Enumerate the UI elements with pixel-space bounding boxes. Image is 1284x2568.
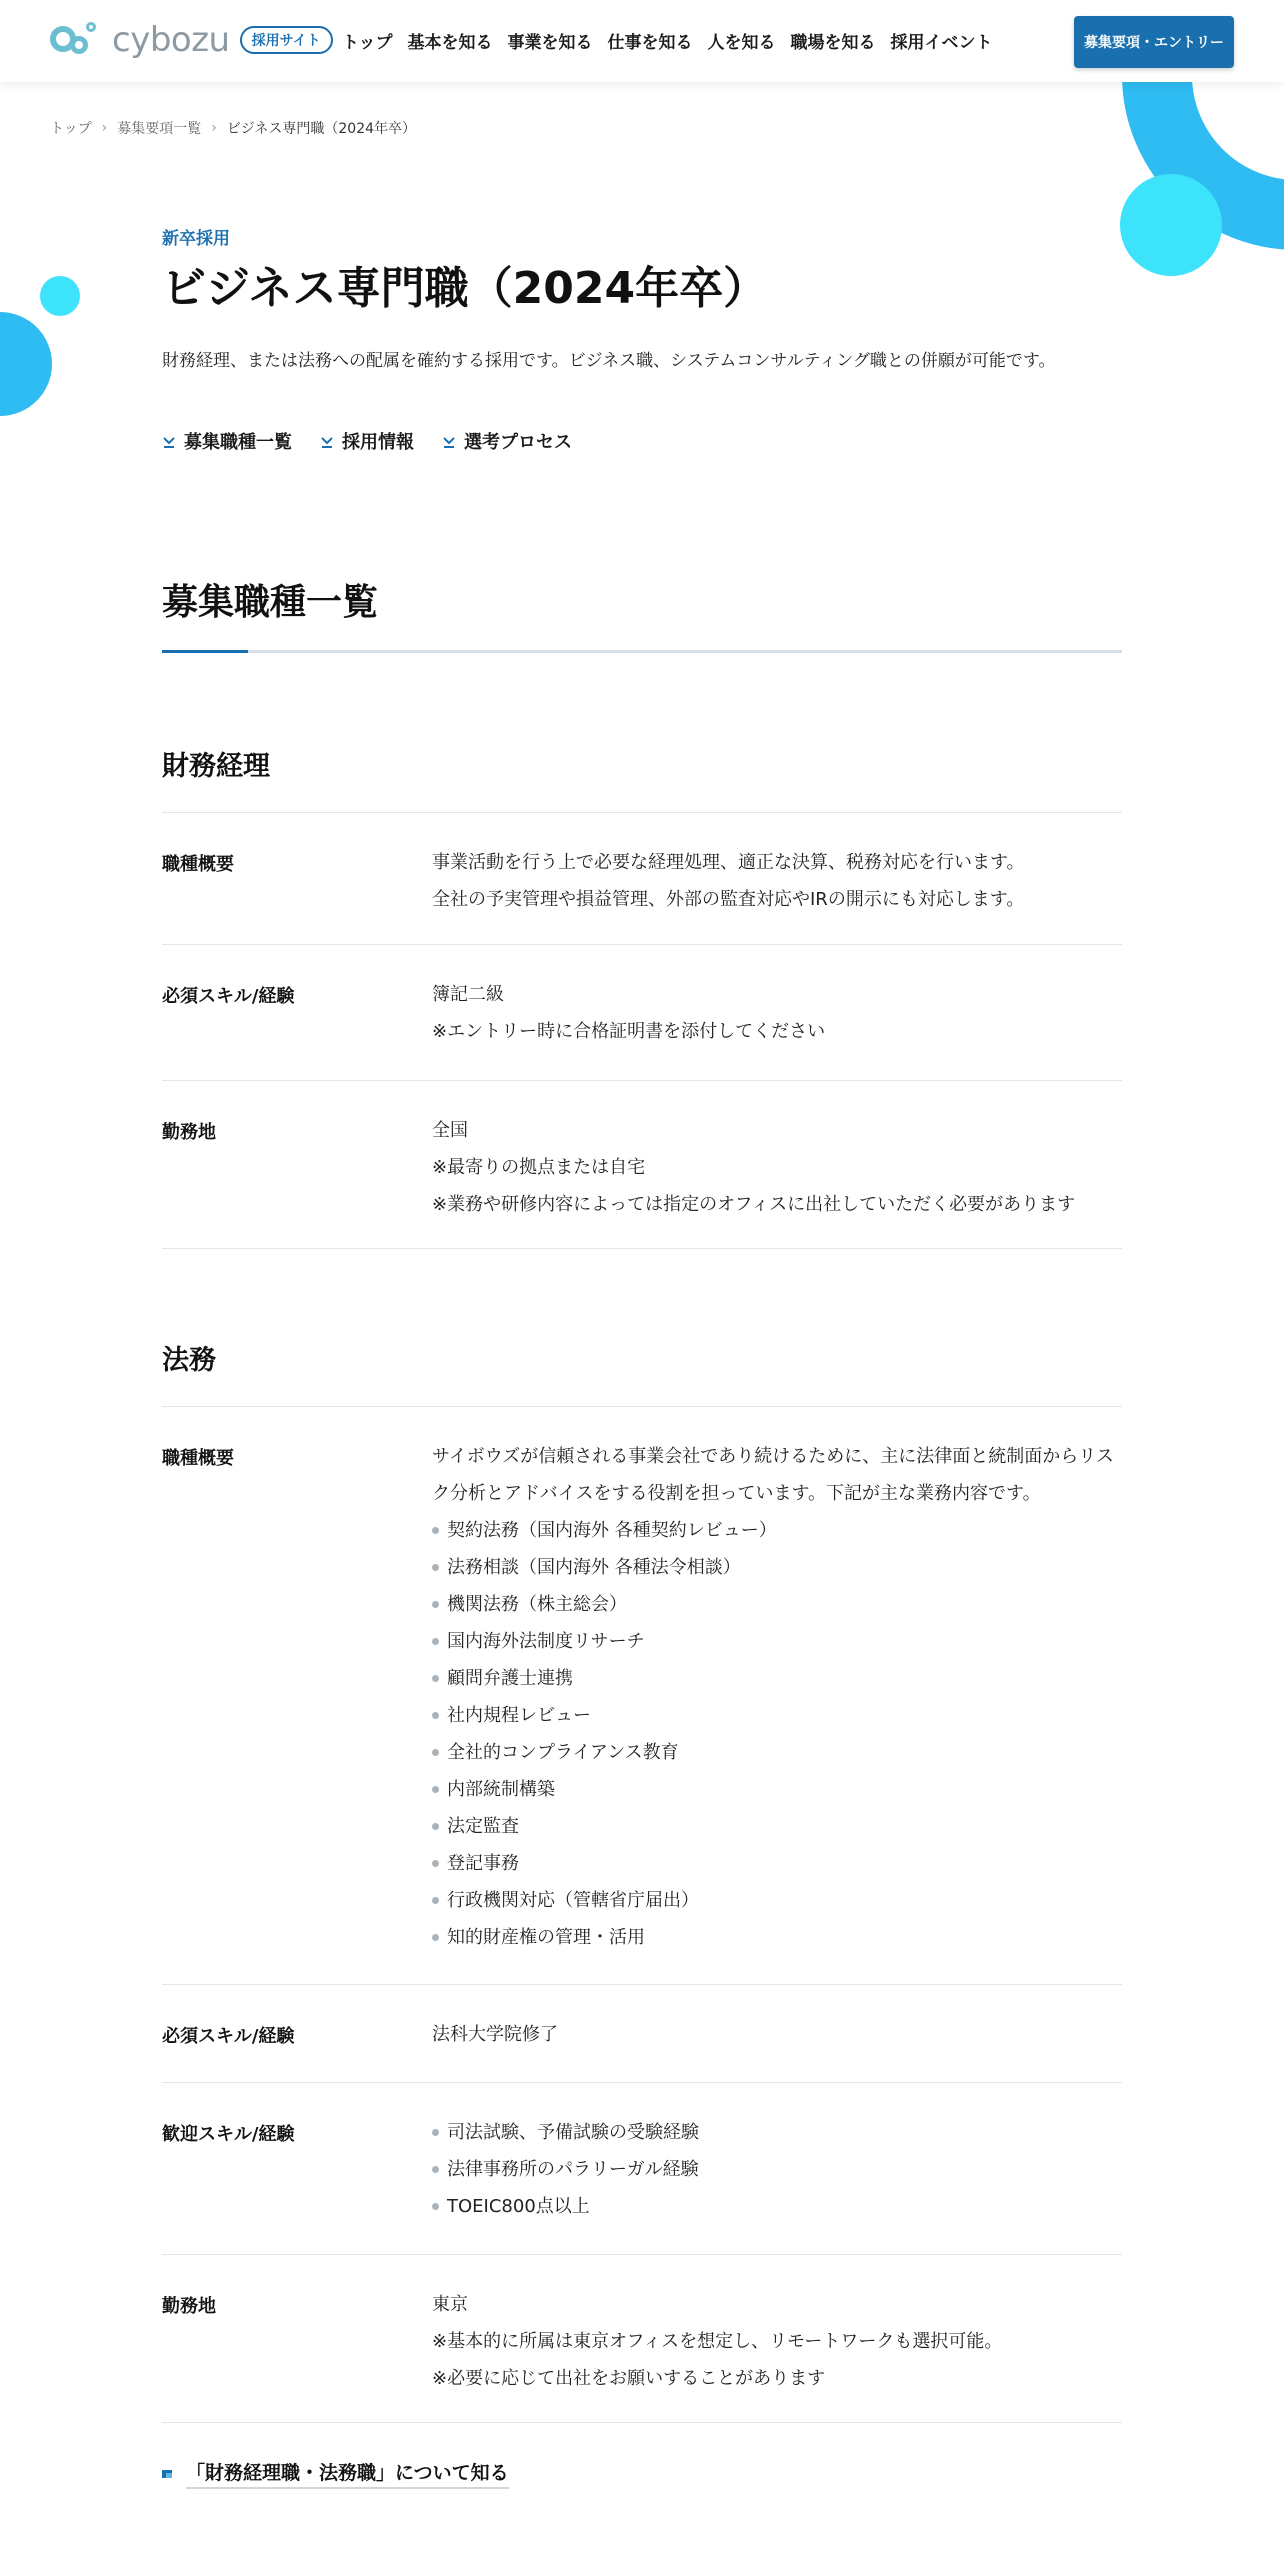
- nav-item-work[interactable]: 仕事を知る: [607, 33, 693, 53]
- list-item: TOEIC800点以上: [432, 2188, 1122, 2225]
- row-value: [432, 844, 1122, 918]
- chevron-down-icon: [162, 435, 176, 449]
- anchor-selection-process[interactable]: [442, 428, 572, 454]
- text-line: 東京: [432, 2294, 468, 2315]
- decorative-dot: [1120, 174, 1222, 276]
- row-divider: [162, 1984, 1122, 1985]
- row-value: [432, 1112, 1122, 1223]
- entry-button[interactable]: 募集要項・エントリー: [1074, 16, 1234, 68]
- row-divider: [162, 2082, 1122, 2083]
- site-logo[interactable]: [50, 20, 333, 60]
- decorative-small-dot: [40, 276, 80, 316]
- row-divider: [162, 812, 1122, 813]
- site-header: [0, 0, 1284, 82]
- learn-more-label: 「財務経理職・法務職」について知る: [186, 2458, 509, 2489]
- section-title: 募集職種一覧: [162, 582, 379, 623]
- row-value: [432, 2016, 1122, 2053]
- text-line: ※業務や研修内容によっては指定のオフィスに出社していただく必要があります: [432, 1194, 1076, 1215]
- cybozu-logo-icon: [50, 20, 108, 60]
- row-value: [432, 976, 1122, 1050]
- list-item: 全社的コンプライアンス教育: [432, 1734, 1122, 1771]
- text-line: 全社の予実管理や損益管理、外部の監査対応やIRの開示にも対応します。: [432, 889, 1025, 910]
- list-item: 国内海外法制度リサーチ: [432, 1623, 1122, 1660]
- row-label: 職種概要: [162, 1448, 234, 1469]
- main-nav: [342, 28, 1008, 53]
- list-item: 知的財産権の管理・活用: [432, 1919, 1122, 1956]
- chevron-down-icon: [442, 435, 456, 449]
- job-title-finance: 財務経理: [162, 751, 270, 782]
- row-value: [432, 2286, 1122, 2397]
- list-item: 顧問弁護士連携: [432, 1660, 1122, 1697]
- anchor-label: 選考プロセス: [464, 432, 572, 453]
- row-divider: [162, 944, 1122, 945]
- anchor-links: [162, 428, 600, 454]
- nav-item-people[interactable]: 人を知る: [707, 33, 776, 53]
- text-line: ク分析とアドバイスをする役割を担っています。下記が主な業務内容です。: [432, 1483, 1041, 1504]
- nav-item-business[interactable]: 事業を知る: [507, 33, 593, 53]
- row-label: 必須スキル/経験: [162, 986, 295, 1007]
- anchor-recruit-info[interactable]: [320, 428, 414, 454]
- page-title: ビジネス専門職（2024年卒）: [162, 263, 768, 314]
- breadcrumb-top[interactable]: トップ: [50, 121, 92, 137]
- row-value: [432, 1438, 1122, 1956]
- list-item: 内部統制構築: [432, 1771, 1122, 1808]
- list-item: 登記事務: [432, 1845, 1122, 1882]
- list-item: 法律事務所のパラリーガル経験: [432, 2151, 1122, 2188]
- row-divider: [162, 1406, 1122, 1407]
- row-label: 歓迎スキル/経験: [162, 2124, 295, 2145]
- row-label: 職種概要: [162, 854, 234, 875]
- list-item: 司法試験、予備試験の受験経験: [432, 2114, 1122, 2151]
- list-item: 社内規程レビュー: [432, 1697, 1122, 1734]
- breadcrumb: [50, 118, 416, 138]
- chevron-right-icon: ›: [101, 120, 108, 136]
- anchor-label: 募集職種一覧: [184, 432, 292, 453]
- breadcrumb-job-list[interactable]: 募集要項一覧: [117, 121, 202, 137]
- anchor-label: 採用情報: [342, 432, 414, 453]
- chevron-right-icon: ›: [211, 120, 217, 136]
- list-item: 契約法務（国内海外 各種契約レビュー）: [432, 1512, 1122, 1549]
- recruit-site-badge: 採用サイト: [240, 26, 333, 54]
- text-line: ※エントリー時に合格証明書を添付してください: [432, 1021, 826, 1042]
- row-label: 勤務地: [162, 2296, 216, 2317]
- decorative-half-circle: [0, 312, 52, 416]
- text-line: 簿記二級: [432, 984, 504, 1005]
- row-label: 勤務地: [162, 1122, 216, 1143]
- text-line: 事業活動を行う上で必要な経理処理、適正な決算、税務対応を行います。: [432, 852, 1025, 873]
- page-icon: [162, 2470, 172, 2478]
- row-divider: [162, 2254, 1122, 2255]
- nav-item-events[interactable]: 採用イベント: [890, 33, 993, 53]
- intro-text: 財務経理、または法務への配属を確約する採用です。ビジネス職、システムコンサルティング職との併願が可能です。: [162, 351, 1056, 371]
- list-item: 行政機関対応（管轄省庁届出）: [432, 1882, 1122, 1919]
- row-divider: [162, 1080, 1122, 1081]
- learn-more-link[interactable]: [162, 2458, 509, 2489]
- section-divider: [162, 650, 1122, 653]
- text-line: ※必要に応じて出社をお願いすることがあります: [432, 2368, 826, 2389]
- job-title-legal: 法務: [162, 1345, 216, 1376]
- list-item: 法定監査: [432, 1808, 1122, 1845]
- logo-text: cybozu: [112, 20, 230, 60]
- anchor-job-list[interactable]: [162, 428, 292, 454]
- text-line: ※最寄りの拠点または自宅: [432, 1157, 646, 1178]
- breadcrumb-current: ビジネス専門職（2024年卒）: [226, 121, 417, 137]
- text-line: 法科大学院修了: [432, 2024, 558, 2045]
- text-line: 全国: [432, 1120, 468, 1141]
- list-item: 機関法務（株主総会）: [432, 1586, 1122, 1623]
- list-item: 法務相談（国内海外 各種法令相談）: [432, 1549, 1122, 1586]
- row-divider: [162, 2422, 1122, 2423]
- nav-item-basics[interactable]: 基本を知る: [407, 33, 493, 53]
- row-divider: [162, 1248, 1122, 1249]
- row-label: 必須スキル/経験: [162, 2026, 295, 2047]
- nav-item-top[interactable]: トップ: [342, 33, 393, 53]
- chevron-down-icon: [320, 435, 334, 449]
- category-label: 新卒採用: [162, 229, 230, 249]
- nav-item-workplace[interactable]: 職場を知る: [790, 33, 876, 53]
- row-value: [432, 2114, 1122, 2225]
- text-line: ※基本的に所属は東京オフィスを想定し、リモートワークも選択可能。: [432, 2331, 1003, 2352]
- text-line: サイボウズが信頼される事業会社であり続けるために、主に法律面と統制面からリス: [432, 1446, 1114, 1467]
